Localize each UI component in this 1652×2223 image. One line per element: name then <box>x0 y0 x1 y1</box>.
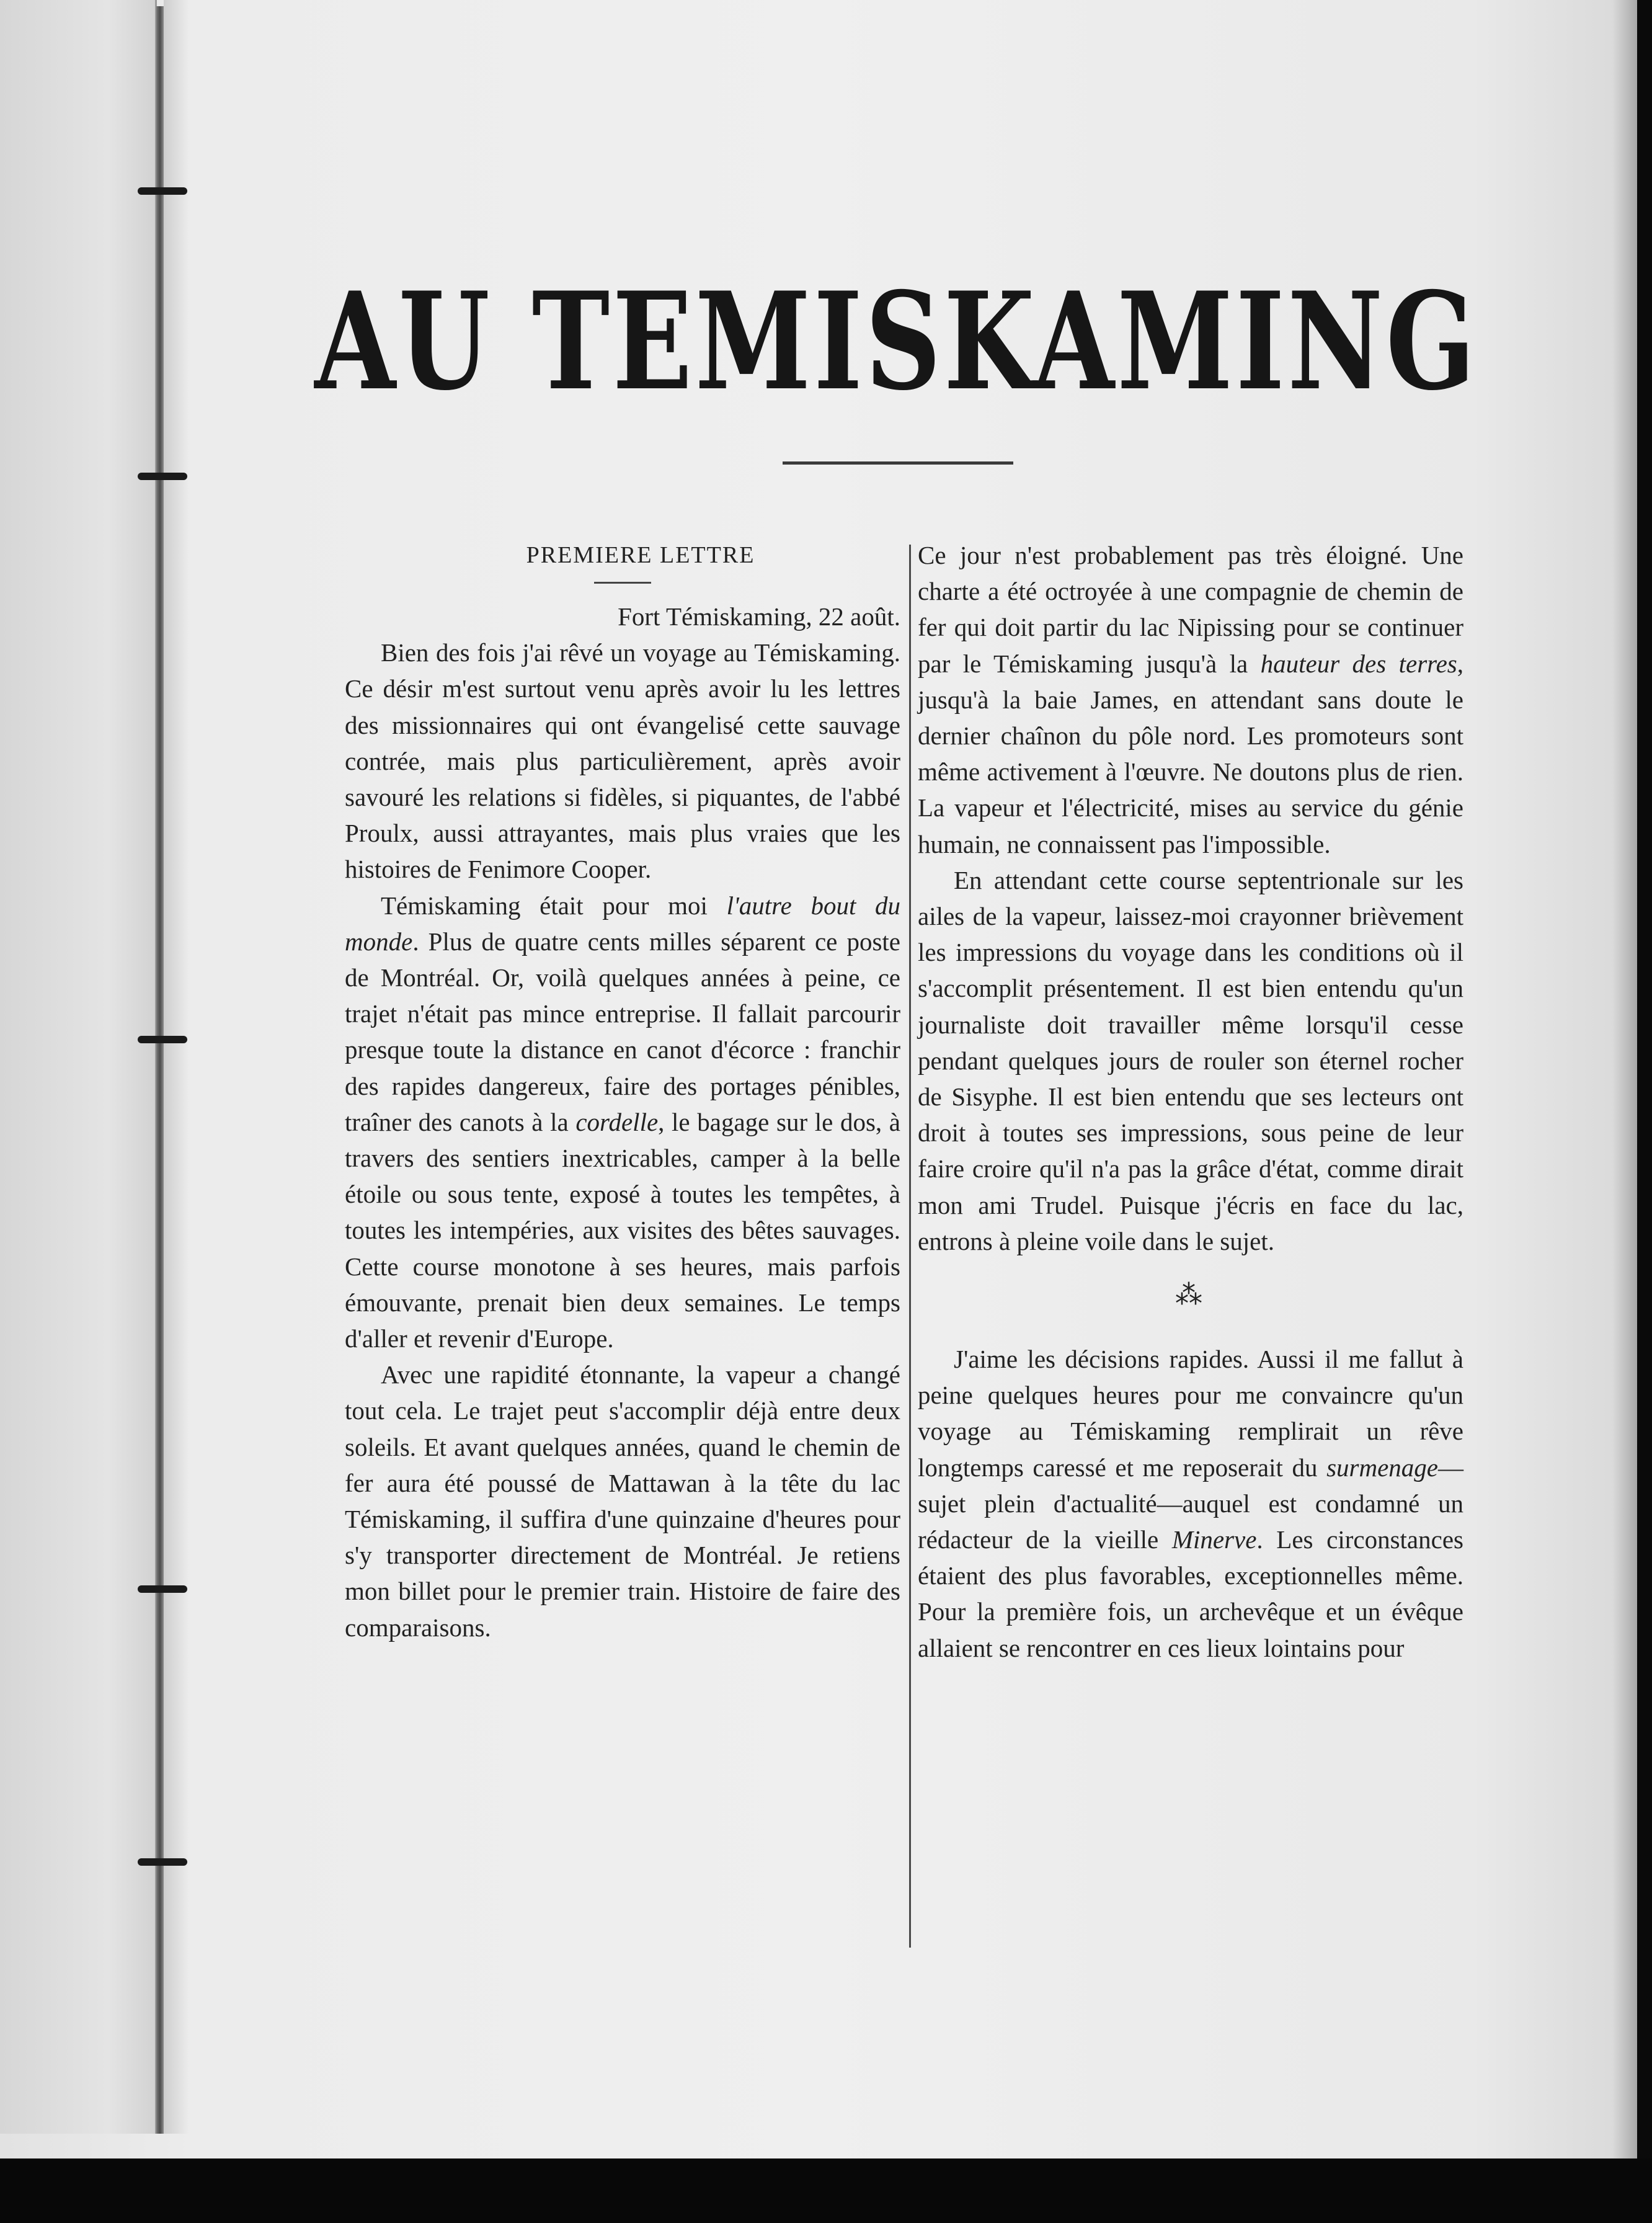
binding-stitch <box>138 1585 187 1593</box>
binding-stitch <box>138 473 187 480</box>
paragraph <box>918 1341 1463 1666</box>
title-rule <box>783 461 1013 465</box>
paragraph: Bien des fois j'ai rêvé un voyage au Témiskaming. Ce désir m'est surtout venu après avoir lu les lettres des missionnaires qui ont évangelisé cette sauvage contrée, mais plus particulièrement, après avoir savouré les relations si fidèles, si piquantes, de l'abbé Proulx, aussi attrayantes, mais plus vraies que les histoires de Fenimore Cooper. <box>345 638 900 884</box>
text-run: . Les circonstances étaient des plus favorables, exceptionnelles même. Pour la première fois, un archevêque et un évêque allaient se rencontrer en ces lieux lointains pour <box>918 1525 1463 1662</box>
binding-stitch <box>138 187 187 195</box>
left-column <box>345 537 900 1646</box>
right-column <box>918 537 1463 1666</box>
gutter-shadow <box>164 0 189 2134</box>
italic-phrase: hauteur des terres <box>1260 649 1457 678</box>
text-run: J'aime les décisions rapides. Aussi il me fallut à peine quelques heures pour me convaincre qu'un voyage au Témiskaming remplirait un rêve longtemps caressé et me reposerait du <box>918 1345 1463 1482</box>
paragraph: Avec une rapidité étonnante, la vapeur a changé tout cela. Le trajet peut s'accomplir déjà entre deux soleils. Et avant quelques années, quand le chemin de fer aura été poussé de Mattawan à la tête du lac Témiskaming, il suffira d'une quinzaine d'heures pour s'y transporter directement de Montréal. Je retiens mon billet pour le premier train. Histoire de faire des comparaisons. <box>345 1360 900 1642</box>
dateline: Fort Témiskaming, 22 août. <box>618 602 900 631</box>
text-run: Témiskaming était pour moi <box>381 891 727 920</box>
left-page-flap <box>0 0 157 2134</box>
text-run: , jusqu'à la baie James, en attendant sans doute le dernier chaînon du pôle nord. Les promoteurs sont même activement à l'œuvre. Ne doutons plus de rien. La vapeur et l'électricité, mises au service du génie humain, ne connaissent pas l'impossible. <box>918 649 1463 858</box>
text-run: —sujet plein d'actualité—auquel est condamné un rédacteur de la vieille <box>918 1453 1463 1554</box>
section-break-asterism: ⁂ <box>1175 1280 1206 1311</box>
paragraph <box>345 888 900 1357</box>
heading-rule <box>594 582 651 584</box>
text-run: Ce jour n'est probablement pas très éloigné. Une charte a été octroyée à une compagnie de chemin de fer qui doit partir du lac Nipissing pour se continuer par le Témiskaming jusqu'à la <box>918 541 1463 678</box>
column-divider <box>909 545 911 1948</box>
paragraph <box>918 537 1463 862</box>
text-run: , le bagage sur le dos, à travers des sentiers inextricables, camper à la belle étoile ou sous tente, exposé à toutes les tempêtes, à toutes les intempéries, aux visites des bêtes sauvages. Cette course monotone à ses heures, mais parfois émouvante, prenait bien deux semaines. Le temps d'aller et revenir d'Europe. <box>345 1107 900 1353</box>
letter-heading: PREMIERE LETTRE <box>526 542 755 568</box>
italic-phrase: cordelle <box>575 1107 659 1136</box>
paragraph: En attendant cette course septentrionale sur les ailes de la vapeur, laissez-moi crayonner brièvement les impressions du voyage dans les conditions où il s'accomplit présentement. Il est bien entendu qu'un journaliste doit travailler même lorsqu'il cesse pendant quelques jours de rouler son éternel rocher de Sisyphe. Il est bien entendu que ses lecteurs ont droit à toutes ses impressions, sous peine de leur faire croire qu'il n'a pas la grâce d'état, comme dirait mon ami Trudel. Puisque j'écris en face du lac, entrons à pleine voile dans le sujet. <box>918 865 1463 1255</box>
italic-phrase: l'autre bout du monde <box>345 891 901 956</box>
binding-stitch <box>138 1858 187 1866</box>
page-edge-shadow <box>1612 0 1637 2158</box>
italic-phrase: Minerve <box>1171 1525 1257 1554</box>
italic-phrase: surmenage <box>1326 1453 1438 1482</box>
scanner-border <box>0 2158 1652 2223</box>
page-title: AU TEMISKAMING <box>314 262 1478 420</box>
binding-spine <box>156 6 164 2134</box>
binding-stitch <box>138 1036 187 1043</box>
text-run: . Plus de quatre cents milles séparent ce poste de Montréal. Or, voilà quelques années à peine, ce trajet n'était pas mince entreprise. Il fallait parcourir presque toute la distance en canot d'écorce : franchir des rapides dangereux, faire des portages pénibles, traîner des canots à la <box>345 927 900 1136</box>
